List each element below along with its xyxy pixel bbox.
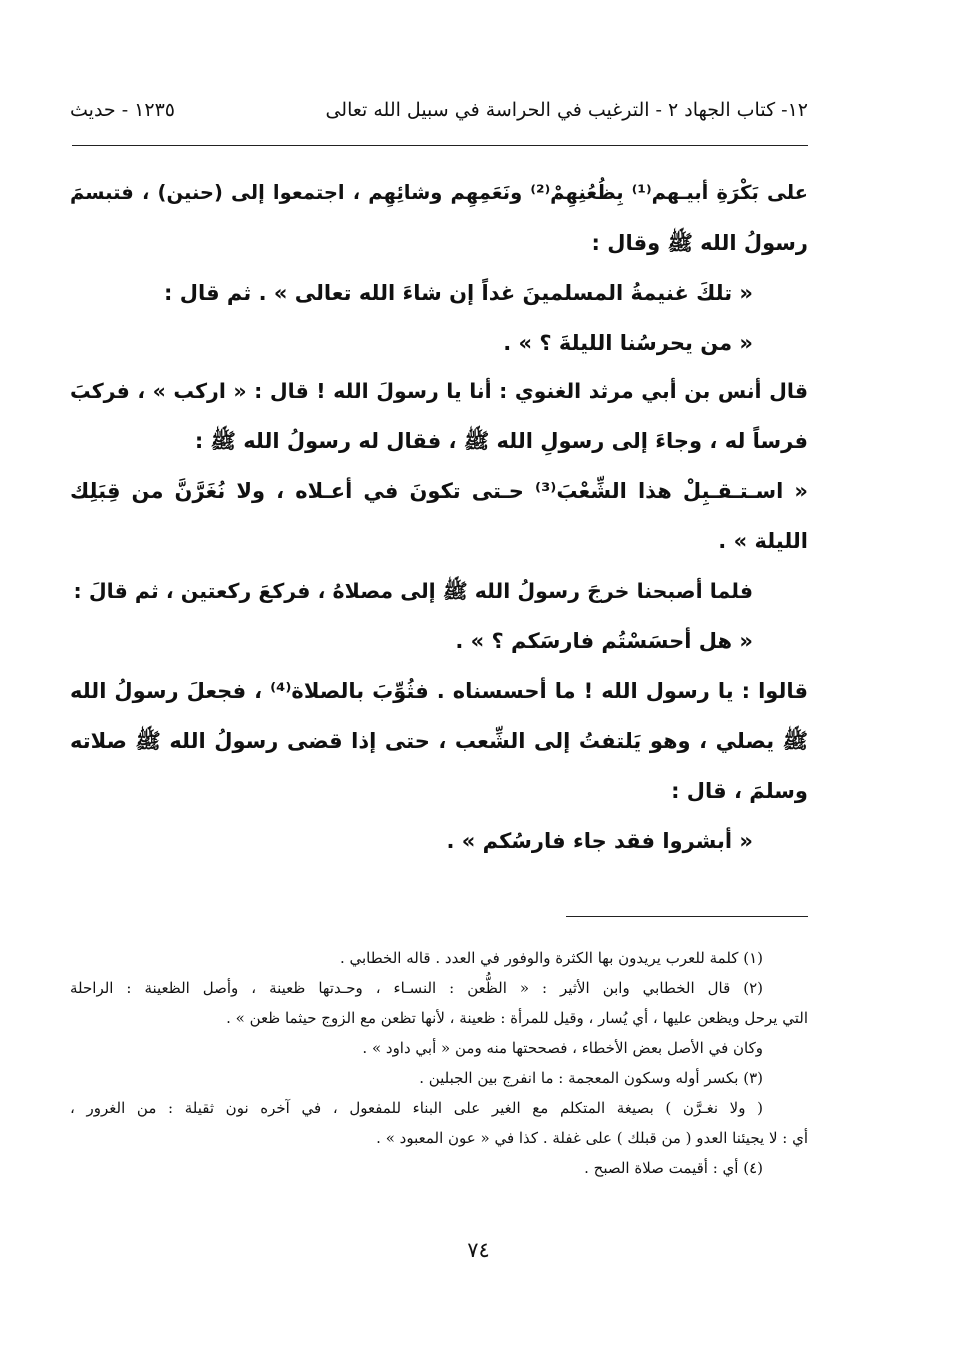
header-divider	[72, 145, 808, 146]
footnote-line: وكان في الأصل بعض الأخطاء ، فصححتها منه ومن « أبي داود » .	[362, 1039, 763, 1057]
header-chapter-title: ١٢- كتاب الجهاد ٢ - الترغيب في الحراسة في سبيل الله تعالى	[325, 99, 808, 121]
text-line: « أبشروا فقد جاء فارسُكم » .	[446, 829, 753, 853]
footnote-divider	[566, 916, 808, 917]
footnote-line: (٣) بكسر أوله وسكون المعجمة : ما انفرج بين الجبلين .	[419, 1069, 763, 1087]
text-line: ﷺ يصلي ، وهو يَلتفتُ إلى الشِّعب ، حتى إذا قضى رسولُ الله ﷺ صلاته	[70, 729, 808, 753]
text-line: فرساً له ، وجاءَ إلى رسولِ الله ﷺ ، فقال له رسولُ الله ﷺ :	[194, 429, 808, 453]
footnote-line: (٢) قال الخطابي وابن الأثير : « الظُّعن : النسـاء ، وحـدتها ظعينة ، وأصل الظعينة : الراحلة	[70, 979, 763, 997]
footnote-line: التي يرحل ويظعن عليها ، أي يُسار ، وقيل للمرأة : ظعينة ، لأنها تظعن مع الزوج حيثما ظعن » .	[226, 1009, 808, 1027]
page-number: ٧٤	[467, 1238, 490, 1262]
footnote-line: (٤) أي : أقيمت صلاة الصبح .	[584, 1159, 763, 1177]
footnote-line: أي : لا يجيئنا العدو ( من قبلك ) على غفلة . كذا في « عون المعبود » .	[376, 1129, 808, 1147]
text-line: قالوا : يا رسول الله ! ما أحسسناه . فثُوِّبَ بالصلاة⁽⁴⁾ ، فجعلَ رسولُ الله	[70, 679, 808, 703]
footnote-line: (١) كلمة للعرب يريدون بها الكثرة والوفور في العدد . قاله الخطابي .	[339, 949, 763, 967]
text-line: « تلكَ غنيمةُ المسلمينَ غداً إن شاءَ الله تعالى » . ثم قال :	[164, 281, 753, 305]
text-line: رسولُ الله ﷺ وقال :	[591, 231, 808, 255]
text-line: « هل أحسَسْتُم فارسَكم ؟ » .	[455, 629, 753, 653]
text-line: على بَكْرَةِ أبيـهم⁽¹⁾ بِظُعُنِهِمْ⁽²⁾ ونَعَمِهِم وشائِهِم ، اجتمعوا إلى (حنين) ، فتبسمَ	[70, 181, 808, 204]
header-hadith-number: ١٢٣٥ - حديث	[70, 99, 175, 121]
text-line: « اسـتـقـبِلْ هذا الشِّعْبَ⁽³⁾ حـتى تكونَ في أعـلاه ، ولا نُغَرَّنَّ من قِبَلِك	[70, 479, 808, 503]
running-header	[70, 92, 808, 128]
text-line: قال أنس بن أبي مرثد الغنوي : أنا يا رسولَ الله ! قال : « اركب » ، فركبَ	[70, 379, 808, 403]
footnote-line: ( ولا نغـرَّن ) بصيغة المتكلم مع الغير على البناء للمفعول ، في آخره نون ثقيلة : من الغرور ،	[70, 1099, 763, 1117]
text-line: الليلة » .	[718, 529, 808, 553]
text-line: « من يحرسُنا الليلةَ ؟ » .	[503, 331, 753, 355]
text-line: وسلمَ ، قال :	[671, 779, 808, 803]
text-line: فلما أصبحنا خرجَ رسولُ الله ﷺ إلى مصلاهُ ، فركعَ ركعتين ، ثم قالَ :	[73, 579, 753, 603]
